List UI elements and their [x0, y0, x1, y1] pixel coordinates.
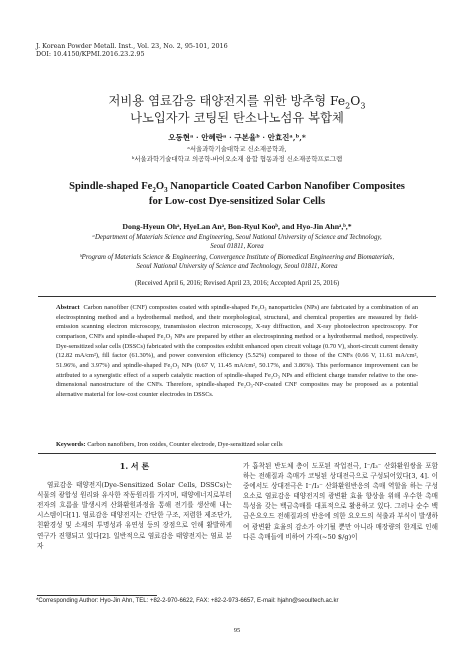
section-heading-introduction: 1. 서 론 — [119, 461, 150, 471]
english-affiliation-a-line2: Seoul 01811, Korea — [210, 242, 264, 250]
english-title-part1: Spindle-shaped Fe — [69, 181, 153, 192]
english-affiliation-b-line2: Seoul National University of Science and Technology, Seoul 01811, Korea — [136, 262, 338, 270]
korean-title-sub: 2 — [345, 101, 351, 111]
english-title-part3: Nanoparticle Coated Carbon Nanofiber Composites — [167, 181, 405, 192]
keywords-label: Keywords: — [56, 441, 86, 448]
english-title-sub2: 3 — [164, 186, 168, 195]
keywords — [56, 441, 418, 448]
received-dates: (Received April 6, 2016; Revised April 23, 2016; Accepted April 25, 2016) — [134, 280, 340, 287]
korean-title-text: 저비용 염료감응 태양전지를 위한 방추형 Fe — [108, 94, 346, 108]
abstract — [56, 303, 418, 400]
intro-left-column — [37, 461, 232, 551]
abstract-label: Abstract — [56, 304, 80, 311]
abstract-top-rule — [38, 296, 436, 297]
korean-affiliation-b: ᵇ서울과학기술대학교 의공학-바이오소재 융합 협동과정 신소재공학프로그램 — [131, 155, 343, 163]
journal-doi: DOI: 10.4150/KPMI.2016.23.2.95 — [36, 50, 145, 58]
intro-right-text: 가 흡착된 반도체 층이 도포된 작업전극, I⁻/I₃⁻ 산화환원쌍을 포함하는 전해질과 촉매가 코팅된 상대전극으로 구성되어있다[3, 4]. 이 중에서도 상대전극은 I⁻/I₃⁻ 산화환원반응의 촉매 역할을 하는 구성요소로 염료감응 태양전지의 광변환 효율 향상을 위해 우수한 촉매특성을 갖는 백금촉매를 대표적으로 활용하고 있다. 그러나 순수 백금은요오드 전해질과의 반응에 의한 요오드의 석출과 부식이 발생하여 광변환 효율의 감소가 야기될 뿐만 아니라 매장량의 한계로 인해 다른 촉매들에 비하여 가격(~50 $/g)이 — [243, 462, 438, 541]
footnote-rule — [37, 595, 157, 596]
intro-left-text: 염료감응 태양전지(Dye-Sensitized Solar Cells, DSSCs)는 식물의 광합성 원리와 유사한 작동원리를 가지며, 태양에너지로부터 전자의 흐름을 발생시켜 산화환원과정을 통해 전기를 생산해 내는 시스템이다[1]. 염료감응 태양전지는 간단한 구조, 저렴한 제조단가, 친환경성 및 소재의 투명성과 유연성 등의 장점으로 인해 활발하게 연구가 진행되고 있다[2]. 일반적으로 염료감응 태양전지는 염료 분자 — [37, 481, 232, 550]
english-title-sub1: 2 — [152, 186, 156, 195]
english-affiliation-a — [42, 234, 432, 251]
corresponding-author-footnote: *Corresponding Author: Hyo-Jin Ahn, TEL: +82-2-970-6622, FAX: +82-2-973-6657, E-mail: hjahn@seoultech.ac.kr — [36, 598, 339, 604]
korean-affiliation-a: ᵃ서울과학기술대학교 신소재공학과, — [187, 145, 287, 153]
english-title-line2: for Low-cost Dye-sensitized Solar Cells — [148, 196, 326, 207]
journal-citation: J. Korean Powder Metall. Inst., Vol. 23, No. 2, 95-101, 2016 — [36, 42, 228, 50]
journal-header — [36, 42, 228, 58]
korean-title-sub2: 3 — [360, 101, 366, 111]
abstract-text: Carbon nanofiber (CNF) composites coated with spindle-shaped Fe₂O₃ nanoparticles (NPs) are fabricated by a combination of an electrospinning method and a hydrothermal method, and their morphological, structural, and chemical properties are measured by field-emission scanning electron microscopy, transmission electron microscopy, X-ray diffraction, and X-ray photoelectron spectroscopy. For comparison, CNFs and spindle-shaped Fe₂O₃ NPs are prepared by either an electrospinning method or a hydrothermal method, respectively. Dye-sensitized solar cells (DSSCs) fabricated with the composites exhibit enhanced open circuit voltage (0.70 V), short-circuit current density (12.82 mA/cm²), fill factor (61.30%), and power conversion efficiency (5.52%) compared to those of the CNFs (0.66 V, 11.61 mA/cm², 51.96%, and 3.97%) and spindle-shaped Fe₂O₃ NPs (0.67 V, 11.45 mA/cm², 50.17%, and 3.86%). This performance improvement can be attributed to a synergistic effect of a superb catalytic reaction of spindle-shaped Fe₂O₃ NPs and efficient charge transfer relative to the one-dimensional nanostructure of the CNFs. Therefore, spindle-shaped Fe₂O₃-NP-coated CNF composites may be proposed as a potential alternative material for low-cost counter electrodes in DSSCs. — [56, 304, 418, 398]
korean-authors: 오동현ᵃ · 안혜란ᵃ · 구본율ᵇ · 안효진ᵃ,ᵇ,* — [168, 133, 306, 142]
english-affiliation-b-line1: ᵇProgram of Materials Science & Engineering, Convergence Institute of Biomedical Engineering and Biomaterials, — [79, 254, 395, 261]
page-number: 95 — [233, 627, 241, 634]
keywords-text: Carbon nanofibers, Iron oxides, Counter electrode, Dye-sensitized solar cells — [87, 441, 283, 448]
korean-title-o: O — [350, 94, 361, 108]
korean-title-line2: 나노입자가 코팅된 탄소나노섬유 복합체 — [130, 111, 344, 125]
abstract-bottom-rule — [38, 453, 436, 454]
english-affiliation-b — [42, 254, 432, 271]
english-title-part2: O — [155, 181, 165, 192]
english-affiliation-a-line1: ᵃDepartment of Materials Science and Engineering, Seoul National University of Science and Technology, — [92, 234, 382, 241]
english-authors: Dong-Hyeun Ohᵃ, HyeLan Anᵃ, Bon-Ryul Kooᵇ, and Hyo-Jin Ahnᵃ,ᵇ,* — [122, 222, 352, 231]
intro-right-column — [243, 461, 438, 542]
